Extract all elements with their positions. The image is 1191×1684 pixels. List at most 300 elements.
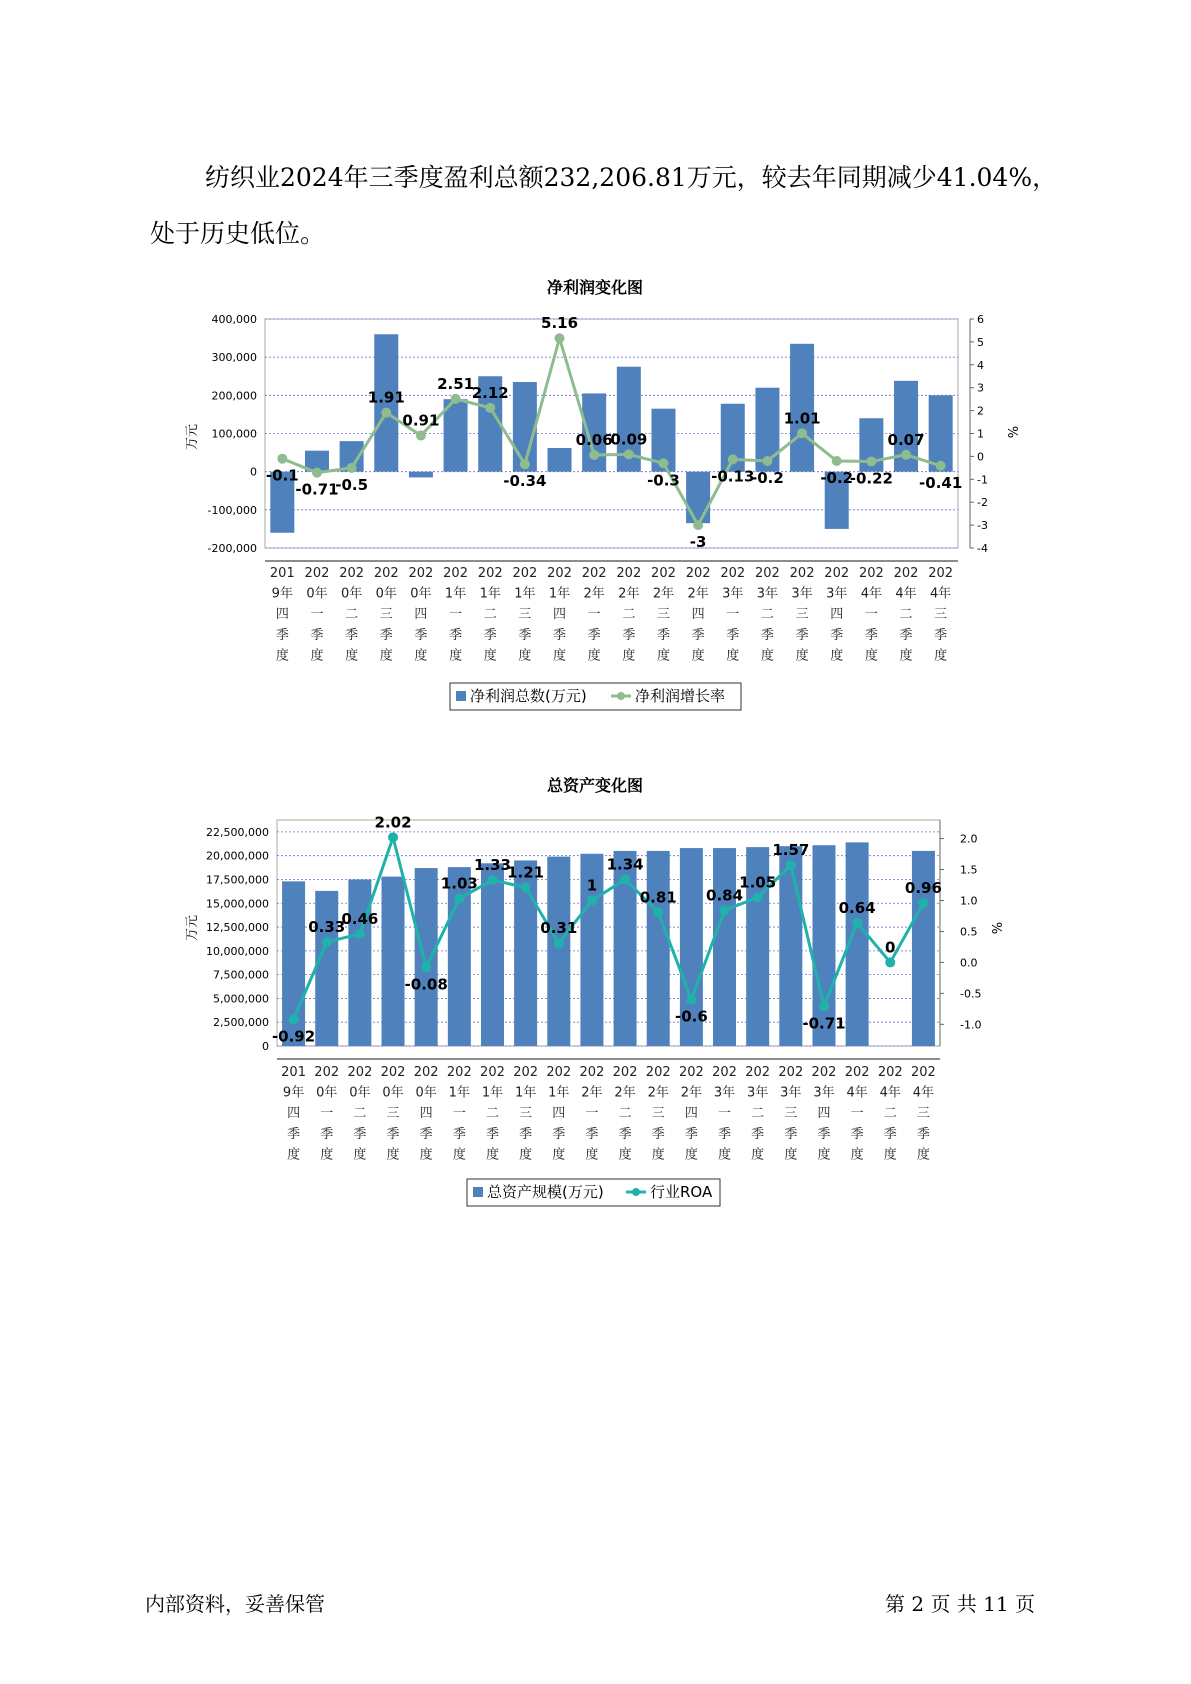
assets-data-label: 0	[885, 938, 896, 957]
assets-category-tick-label: 度	[684, 1147, 698, 1163]
assets-category-tick-label: 四	[419, 1106, 433, 1122]
assets-category-tick-label: 0年	[316, 1085, 338, 1101]
profit-left-tick-label: 100,000	[211, 427, 257, 441]
assets-category-tick-label: 度	[651, 1147, 665, 1163]
profit-category-tick-label: 季	[795, 627, 809, 643]
assets-category-tick-label: 202	[480, 1065, 505, 1080]
profit-data-label: -0.5	[335, 475, 369, 494]
profit-category-tick-label: 4年	[895, 586, 917, 602]
profit-category-tick-label: 202	[824, 566, 850, 581]
assets-category-tick-label: 2年	[581, 1085, 603, 1101]
assets-left-tick-label: 15,000,000	[206, 897, 269, 911]
profit-right-unit: %	[1004, 425, 1019, 439]
assets-category-tick-label: 四	[684, 1106, 698, 1122]
assets-bar	[647, 851, 670, 1046]
assets-category-tick-label: 季	[552, 1126, 566, 1142]
profit-category-tick-label: 季	[587, 627, 601, 643]
profit-category-tick-label: 度	[899, 648, 913, 664]
assets-legend-line-label: 行业ROA	[650, 1183, 713, 1201]
assets-data-label: 1.03	[440, 874, 478, 893]
assets-line-point	[421, 962, 431, 972]
profit-category-tick-label: 201	[269, 566, 295, 581]
assets-category-tick-label: 一	[585, 1106, 599, 1122]
profit-category-tick-label: 202	[373, 566, 399, 581]
assets-right-unit: %	[988, 921, 1003, 935]
assets-category-tick-label: 季	[850, 1126, 864, 1142]
profit-data-label: -0.22	[849, 469, 893, 488]
profit-category-tick-label: 二	[899, 607, 913, 623]
assets-category-tick-label: 202	[712, 1065, 737, 1080]
profit-category-tick-label: 四	[691, 607, 705, 623]
assets-bar	[713, 848, 736, 1046]
profit-category-tick-label: 度	[622, 648, 636, 664]
assets-line-point	[753, 892, 763, 902]
profit-category-tick-label: 202	[928, 566, 954, 581]
assets-category-tick-label: 4年	[846, 1085, 868, 1101]
assets-line-point	[289, 1014, 299, 1024]
profit-category-tick-label: 202	[581, 566, 607, 581]
profit-category-tick-label: 季	[553, 627, 567, 643]
profit-category-tick-label: 季	[518, 627, 532, 643]
assets-category-tick-label: 度	[320, 1147, 334, 1163]
assets-category-tick-label: 201	[281, 1065, 306, 1080]
assets-category-tick-label: 度	[519, 1147, 533, 1163]
profit-category-tick-label: 季	[275, 627, 289, 643]
assets-category-tick-label: 202	[513, 1065, 539, 1080]
assets-category-tick-label: 202	[778, 1065, 804, 1080]
profit-category-tick-label: 三	[795, 607, 809, 623]
profit-category-tick-label: 季	[691, 627, 705, 643]
assets-category-tick-label: 四	[287, 1106, 301, 1122]
assets-left-tick-label: 12,500,000	[206, 921, 269, 935]
assets-category-tick-label: 季	[718, 1126, 732, 1142]
profit-category-tick-label: 度	[379, 648, 393, 664]
assets-data-label: 0.33	[308, 917, 346, 936]
profit-chart-title: 净利润变化图	[546, 278, 644, 297]
assets-category-tick-label: 三	[519, 1106, 533, 1122]
profit-category-tick-label: 0年	[410, 586, 432, 602]
assets-category-tick-label: 季	[485, 1126, 499, 1142]
profit-category-tick-label: 度	[345, 648, 359, 664]
profit-data-label: 0.91	[402, 411, 440, 430]
profit-data-label: -0.1	[265, 466, 299, 485]
assets-category-tick-label: 202	[380, 1065, 406, 1080]
profit-category-tick-label: 1年	[444, 586, 467, 602]
profit-category-tick-label: 1年	[479, 586, 501, 602]
assets-line-point	[454, 894, 464, 904]
profit-category-tick-label: 四	[553, 607, 567, 623]
profit-category-tick-label: 2年	[583, 586, 605, 602]
assets-category-tick-label: 1年	[548, 1085, 570, 1101]
assets-category-tick-label: 2年	[614, 1085, 636, 1101]
profit-legend-line-label: 净利润增长率	[635, 687, 726, 705]
assets-legend-line-marker	[632, 1188, 640, 1196]
assets-data-label: 0.31	[540, 919, 578, 938]
assets-line-point	[487, 875, 497, 885]
assets-category-tick-label: 度	[585, 1147, 599, 1163]
profit-category-tick-label: 4年	[930, 586, 952, 602]
assets-category-tick-label: 季	[883, 1126, 897, 1142]
assets-data-label: 0.96	[904, 878, 942, 897]
profit-data-label: 0.06	[575, 431, 613, 450]
assets-line-point	[322, 937, 332, 947]
assets-data-label: -0.08	[404, 975, 448, 994]
assets-data-label: -0.71	[802, 1014, 846, 1033]
assets-legend	[467, 1179, 720, 1206]
assets-bar	[415, 868, 438, 1046]
assets-bar	[481, 863, 504, 1046]
assets-category-tick-label: 1年	[481, 1085, 504, 1101]
assets-data-label: 1.05	[739, 873, 777, 892]
profit-data-label: -0.2	[751, 468, 784, 487]
assets-category-tick-label: 季	[353, 1126, 367, 1142]
assets-line-point	[786, 860, 796, 870]
assets-left-tick-label: 0	[262, 1040, 269, 1053]
assets-bar	[382, 877, 405, 1046]
assets-category-tick-label: 四	[817, 1106, 831, 1122]
assets-category-tick-label: 季	[651, 1126, 665, 1142]
profit-category-tick-label: 一	[310, 607, 324, 623]
profit-data-label: -3	[689, 533, 707, 552]
assets-data-label: -0.6	[674, 1007, 708, 1026]
assets-category-tick-label: 202	[745, 1065, 771, 1080]
assets-right-tick-label: -1.0	[960, 1018, 982, 1032]
assets-category-tick-label: 3年	[780, 1085, 802, 1101]
profit-category-tick-label: 202	[789, 566, 815, 581]
assets-category-tick-label: 度	[916, 1147, 930, 1163]
profit-category-tick-label: 3年	[756, 586, 779, 602]
profit-data-label: 2.51	[437, 374, 475, 393]
assets-data-label: 0.81	[639, 888, 677, 907]
profit-category-tick-label: 季	[345, 627, 359, 643]
assets-category-tick-label: 季	[452, 1126, 466, 1142]
assets-data-label: 1	[586, 876, 598, 895]
assets-category-tick-label: 度	[751, 1147, 765, 1163]
profit-category-tick-label: 2年	[652, 586, 675, 602]
assets-category-tick-label: 3年	[713, 1085, 736, 1101]
profit-data-label: 0.09	[610, 430, 648, 449]
assets-category-tick-label: 三	[916, 1106, 930, 1122]
profit-category-tick-label: 3年	[826, 586, 848, 602]
profit-legend-bar-label: 净利润总数(万元)	[470, 687, 587, 705]
profit-category-tick-label: 202	[893, 566, 919, 581]
assets-data-label: 0.46	[341, 909, 379, 928]
profit-left-tick-label: 400,000	[211, 313, 257, 326]
assets-left-unit: 万元	[185, 914, 200, 942]
assets-category-tick-label: 季	[287, 1126, 301, 1142]
profit-category-tick-label: 202	[547, 566, 572, 581]
profit-category-tick-label: 度	[587, 648, 601, 664]
assets-right-tick-label: 1.0	[960, 894, 978, 908]
profit-category-tick-label: 9年	[271, 586, 293, 602]
profit-category-tick-label: 四	[275, 607, 289, 623]
assets-line-point	[355, 929, 365, 939]
assets-category-tick-label: 季	[784, 1126, 798, 1142]
assets-category-tick-label: 度	[850, 1147, 864, 1163]
profit-category-tick-label: 202	[858, 566, 884, 581]
profit-category-tick-label: 季	[864, 627, 878, 643]
profit-category-tick-label: 一	[449, 607, 463, 623]
assets-category-tick-label: 三	[386, 1106, 400, 1122]
profit-category-tick-label: 一	[726, 607, 740, 623]
footer-page-number: 第 2 页 共 11 页	[885, 1592, 1035, 1616]
profit-right-tick-label: 5	[977, 335, 984, 349]
assets-category-tick-label: 一	[850, 1106, 864, 1122]
assets-category-tick-label: 2年	[647, 1085, 669, 1101]
profit-category-tick-label: 季	[379, 627, 393, 643]
assets-category-tick-label: 度	[452, 1147, 466, 1163]
assets-data-label: -0.92	[271, 1027, 316, 1046]
assets-category-tick-label: 度	[287, 1147, 301, 1163]
assets-category-tick-label: 度	[618, 1147, 632, 1163]
assets-line-point	[885, 957, 895, 967]
assets-category-tick-label: 季	[751, 1126, 765, 1142]
profit-category-tick-label: 3年	[791, 586, 813, 602]
assets-category-tick-label: 季	[519, 1126, 533, 1142]
assets-line-point	[918, 898, 928, 908]
assets-category-tick-label: 202	[645, 1065, 671, 1080]
profit-left-unit: 万元	[185, 423, 200, 451]
profit-category-tick-label: 度	[449, 648, 463, 664]
profit-category-tick-label: 202	[443, 566, 468, 581]
profit-category-tick-label: 三	[379, 607, 393, 623]
profit-category-tick-label: 三	[934, 607, 948, 623]
profit-data-label: 2.12	[471, 383, 509, 402]
assets-bar	[547, 857, 570, 1046]
profit-category-tick-label: 度	[518, 648, 532, 664]
assets-category-tick-label: 度	[353, 1147, 367, 1163]
profit-category-tick-label: 202	[755, 566, 780, 581]
assets-data-label: 1.33	[473, 856, 511, 875]
profit-category-tick-label: 202	[616, 566, 642, 581]
profit-category-tick-label: 二	[760, 607, 774, 623]
profit-category-tick-label: 202	[685, 566, 711, 581]
assets-chart-title: 总资产变化图	[546, 776, 644, 795]
profit-category-tick-label: 202	[339, 566, 365, 581]
assets-category-tick-label: 度	[718, 1147, 732, 1163]
assets-category-tick-label: 度	[784, 1147, 798, 1163]
profit-category-tick-label: 季	[622, 627, 636, 643]
assets-data-label: 0.84	[706, 886, 744, 905]
profit-category-tick-label: 季	[726, 627, 740, 643]
assets-category-tick-label: 一	[452, 1106, 466, 1122]
profit-category-tick-label: 二	[622, 607, 636, 623]
assets-line-point	[620, 874, 630, 884]
profit-category-tick-label: 一	[864, 607, 878, 623]
profit-right-tick-label: 4	[977, 358, 984, 372]
assets-line-point	[587, 895, 597, 905]
profit-data-label: -0.71	[295, 480, 339, 499]
assets-category-tick-label: 202	[347, 1065, 373, 1080]
assets-category-tick-label: 四	[552, 1106, 566, 1122]
assets-data-label: 0.64	[838, 898, 876, 917]
assets-category-tick-label: 9年	[282, 1085, 305, 1101]
profit-category-tick-label: 度	[656, 648, 670, 664]
assets-category-tick-label: 度	[817, 1147, 831, 1163]
profit-category-tick-label: 季	[656, 627, 670, 643]
profit-category-tick-label: 季	[483, 627, 497, 643]
profit-category-tick-label: 3年	[722, 586, 744, 602]
assets-category-tick-label: 0年	[382, 1085, 404, 1101]
assets-category-tick-label: 二	[883, 1106, 897, 1122]
profit-category-tick-label: 度	[830, 648, 844, 664]
profit-left-tick-label: 0	[250, 465, 257, 479]
profit-category-tick-label: 度	[310, 648, 324, 664]
assets-line-point	[686, 995, 696, 1005]
profit-category-tick-label: 三	[518, 607, 532, 623]
profit-right-tick-label: 0	[977, 450, 984, 464]
assets-category-tick-label: 二	[618, 1106, 632, 1122]
profit-data-label: -0.3	[647, 471, 680, 490]
assets-category-tick-label: 季	[817, 1126, 831, 1142]
assets-category-tick-label: 二	[751, 1106, 765, 1122]
profit-category-tick-label: 0年	[375, 586, 397, 602]
assets-bar	[348, 879, 371, 1046]
profit-category-tick-label: 二	[345, 607, 359, 623]
assets-left-tick-label: 5,000,000	[213, 992, 269, 1006]
assets-category-tick-label: 度	[552, 1147, 566, 1163]
profit-data-label: 5.16	[541, 314, 579, 333]
assets-line-point	[852, 918, 862, 928]
profit-data-label: -0.13	[711, 467, 755, 486]
profit-category-tick-label: 4年	[860, 586, 883, 602]
profit-category-tick-label: 四	[830, 607, 844, 623]
assets-plot-area	[277, 820, 940, 1046]
assets-category-tick-label: 一	[718, 1106, 732, 1122]
profit-category-tick-label: 三	[656, 607, 670, 623]
assets-category-tick-label: 0年	[415, 1085, 437, 1101]
profit-category-tick-label: 度	[760, 648, 774, 664]
profit-category-tick-label: 202	[408, 566, 434, 581]
profit-category-tick-label: 季	[830, 627, 844, 643]
profit-right-tick-label: 2	[977, 404, 984, 418]
assets-right-tick-label: -0.5	[960, 987, 982, 1001]
assets-category-tick-label: 202	[446, 1065, 472, 1080]
assets-legend-bar-label: 总资产规模(万元)	[487, 1183, 604, 1201]
profit-category-tick-label: 1年	[548, 586, 571, 602]
assets-category-tick-label: 季	[386, 1126, 400, 1142]
assets-category-tick-label: 202	[612, 1065, 638, 1080]
profit-right-tick-label: 3	[977, 381, 984, 395]
assets-category-tick-label: 202	[911, 1065, 936, 1080]
profit-category-tick-label: 度	[934, 648, 948, 664]
profit-category-tick-label: 0年	[340, 586, 363, 602]
assets-category-tick-label: 度	[386, 1147, 400, 1163]
assets-legend-bar-swatch	[473, 1187, 483, 1197]
assets-line-point	[653, 907, 663, 917]
assets-category-tick-label: 202	[579, 1065, 605, 1080]
assets-data-label: 2.02	[374, 813, 412, 832]
assets-right-tick-label: 0.5	[960, 925, 978, 939]
assets-right-tick-label: 2.0	[960, 832, 978, 846]
footer-confidential: 内部资料，妥善保管	[145, 1592, 325, 1616]
assets-category-tick-label: 3年	[813, 1085, 835, 1101]
profit-category-tick-label: 0年	[306, 586, 328, 602]
assets-category-tick-label: 季	[320, 1126, 334, 1142]
assets-category-tick-label: 202	[844, 1065, 870, 1080]
assets-category-tick-label: 二	[353, 1106, 367, 1122]
assets-data-label: 1.57	[772, 841, 810, 860]
profit-right-tick-label: 6	[977, 313, 984, 326]
assets-line-point	[720, 905, 730, 915]
profit-category-tick-label: 202	[720, 566, 746, 581]
assets-bar	[315, 891, 338, 1046]
profit-category-tick-label: 度	[275, 648, 289, 664]
assets-category-tick-label: 202	[877, 1065, 903, 1080]
profit-left-tick-label: 200,000	[211, 389, 257, 403]
assets-category-tick-label: 202	[314, 1065, 340, 1080]
profit-left-tick-label: -100,000	[207, 503, 257, 517]
assets-category-tick-label: 季	[419, 1126, 433, 1142]
assets-data-label: 1.34	[606, 855, 644, 874]
profit-category-tick-label: 1年	[514, 586, 536, 602]
assets-data-label: 1.21	[507, 863, 545, 882]
profit-right-tick-label: -4	[977, 542, 988, 555]
profit-category-tick-label: 季	[760, 627, 774, 643]
profit-data-label: -0.34	[503, 472, 547, 491]
assets-category-tick-label: 度	[485, 1147, 499, 1163]
profit-category-tick-label: 202	[651, 566, 676, 581]
profit-category-tick-label: 202	[477, 566, 503, 581]
profit-category-tick-label: 度	[691, 648, 705, 664]
assets-left-tick-label: 20,000,000	[206, 849, 269, 863]
profit-category-tick-label: 一	[587, 607, 601, 623]
profit-category-tick-label: 季	[310, 627, 324, 643]
profit-data-label: -0.41	[919, 473, 963, 492]
assets-line-point	[388, 832, 398, 842]
assets-category-tick-label: 2年	[680, 1085, 703, 1101]
profit-category-tick-label: 四	[414, 607, 428, 623]
assets-category-tick-label: 202	[678, 1065, 704, 1080]
profit-category-tick-label: 202	[304, 566, 330, 581]
profit-category-tick-label: 度	[414, 648, 428, 664]
profit-left-tick-label: -200,000	[207, 542, 257, 555]
assets-category-tick-label: 度	[883, 1147, 897, 1163]
assets-category-tick-label: 季	[684, 1126, 698, 1142]
profit-category-tick-label: 季	[414, 627, 428, 643]
assets-left-tick-label: 7,500,000	[213, 968, 269, 982]
profit-category-tick-label: 季	[449, 627, 463, 643]
profit-category-tick-label: 2年	[687, 586, 709, 602]
assets-category-tick-label: 0年	[349, 1085, 371, 1101]
assets-category-tick-label: 202	[413, 1065, 439, 1080]
assets-right-tick-label: 1.5	[960, 863, 978, 877]
profit-data-label: 1.91	[367, 388, 405, 407]
profit-category-tick-label: 度	[483, 648, 497, 664]
profit-category-tick-label: 季	[934, 627, 948, 643]
profit-category-tick-label: 度	[726, 648, 740, 664]
summary-text: 纺织业2024年三季度盈利总额232,206.81万元，较去年同期减少41.04%，处于历史低位。	[150, 163, 1058, 248]
profit-category-tick-label: 202	[512, 566, 538, 581]
profit-category-tick-label: 度	[864, 648, 878, 664]
assets-category-tick-label: 度	[419, 1147, 433, 1163]
profit-category-tick-label: 度	[795, 648, 809, 664]
assets-line-point	[554, 938, 564, 948]
profit-category-tick-label: 季	[899, 627, 913, 643]
assets-category-tick-label: 季	[618, 1126, 632, 1142]
assets-line-point	[521, 882, 531, 892]
assets-category-tick-label: 季	[585, 1126, 599, 1142]
profit-left-tick-label: 300,000	[211, 351, 257, 365]
assets-category-tick-label: 一	[320, 1106, 334, 1122]
profit-right-tick-label: -1	[977, 473, 988, 487]
profit-right-tick-label: -2	[977, 496, 988, 510]
assets-right-tick-label: 0.0	[960, 956, 978, 970]
assets-category-tick-label: 202	[546, 1065, 572, 1080]
assets-left-tick-label: 2,500,000	[213, 1016, 269, 1030]
assets-line-point	[819, 1001, 829, 1011]
assets-category-tick-label: 季	[916, 1126, 930, 1142]
